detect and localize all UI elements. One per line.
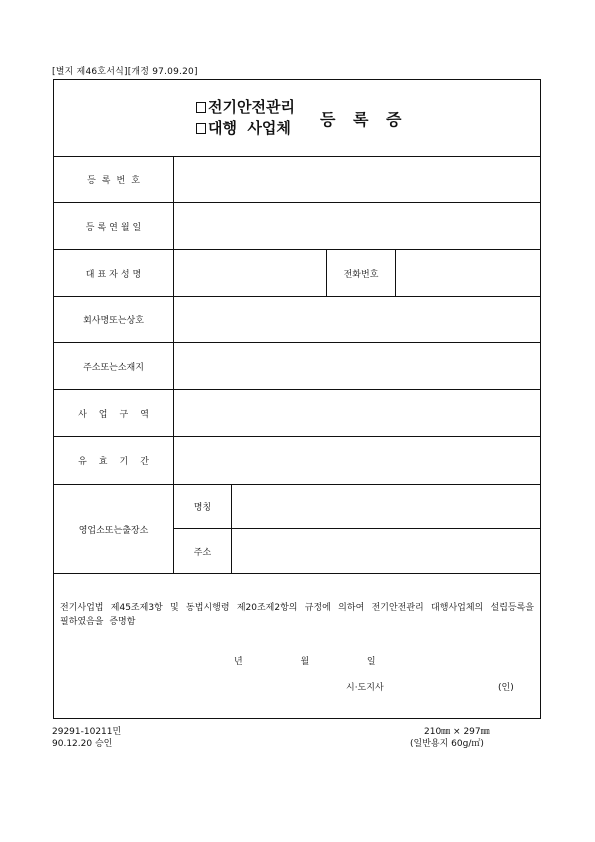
month-label: 월	[300, 657, 310, 667]
approval-number: 29291-10211민	[52, 727, 122, 737]
value-area[interactable]	[174, 390, 540, 436]
row-representative	[54, 250, 540, 297]
paper-type: (일반용지 60g/㎡)	[410, 739, 484, 749]
label-reg-date: 등록연월일	[54, 203, 174, 249]
seal-mark: (인)	[498, 683, 514, 693]
approval-date: 90.12.20 승인	[52, 739, 113, 749]
title-area	[54, 80, 540, 157]
title-line-1-text: 전기안전관리	[208, 98, 295, 116]
label-address: 주소또는소재지	[54, 343, 174, 389]
certification-area	[54, 574, 540, 720]
paper-size: 210㎜ × 297㎜	[424, 727, 490, 737]
title-line-2-text: 대행 사업체	[208, 119, 291, 137]
value-address[interactable]	[174, 343, 540, 389]
checkbox-icon[interactable]	[196, 102, 206, 113]
row-validity	[54, 437, 540, 485]
title-line-1	[196, 97, 295, 118]
registration-certificate-form	[53, 79, 541, 719]
footer-left	[52, 726, 121, 750]
label-company: 회사명또는상호	[54, 297, 174, 342]
day-label: 일	[366, 657, 376, 667]
row-company	[54, 297, 540, 343]
signer: 시·도지사	[346, 683, 384, 693]
branch-name-row	[174, 485, 540, 529]
value-company[interactable]	[174, 297, 540, 342]
row-reg-date	[54, 203, 540, 250]
footer-right	[410, 726, 490, 750]
form-number: [별지 제46호서식][개정 97.09.20]	[52, 67, 198, 77]
year-label: 년	[234, 657, 243, 667]
value-validity[interactable]	[174, 437, 540, 484]
label-representative: 대표자성명	[54, 250, 174, 296]
checkbox-icon[interactable]	[196, 123, 206, 134]
certification-text: 전기사업법 제45조제3항 및 동법시행령 제20조제2항의 규정에 의하여 전기안전관리 대행사업체의 설립등록을 필하였음을 증명함	[60, 603, 534, 627]
title-block	[196, 97, 295, 139]
label-area: 사업구역	[54, 390, 174, 436]
value-reg-date[interactable]	[174, 203, 540, 249]
label-reg-number: 등록번호	[54, 157, 174, 202]
branch-address-row	[174, 529, 540, 573]
label-branch-name: 명칭	[174, 485, 232, 528]
issue-date	[234, 654, 376, 667]
label-branch: 영업소또는출장소	[54, 485, 174, 573]
title-suffix: 등 록 증	[320, 110, 408, 129]
label-phone: 전화번호	[326, 250, 396, 296]
row-branch	[54, 485, 540, 574]
label-branch-address: 주소	[174, 529, 232, 573]
row-address	[54, 343, 540, 390]
row-reg-number	[54, 157, 540, 203]
row-area	[54, 390, 540, 437]
value-reg-number[interactable]	[174, 157, 540, 202]
title-line-2	[196, 118, 295, 139]
label-validity: 유효기간	[54, 437, 174, 484]
